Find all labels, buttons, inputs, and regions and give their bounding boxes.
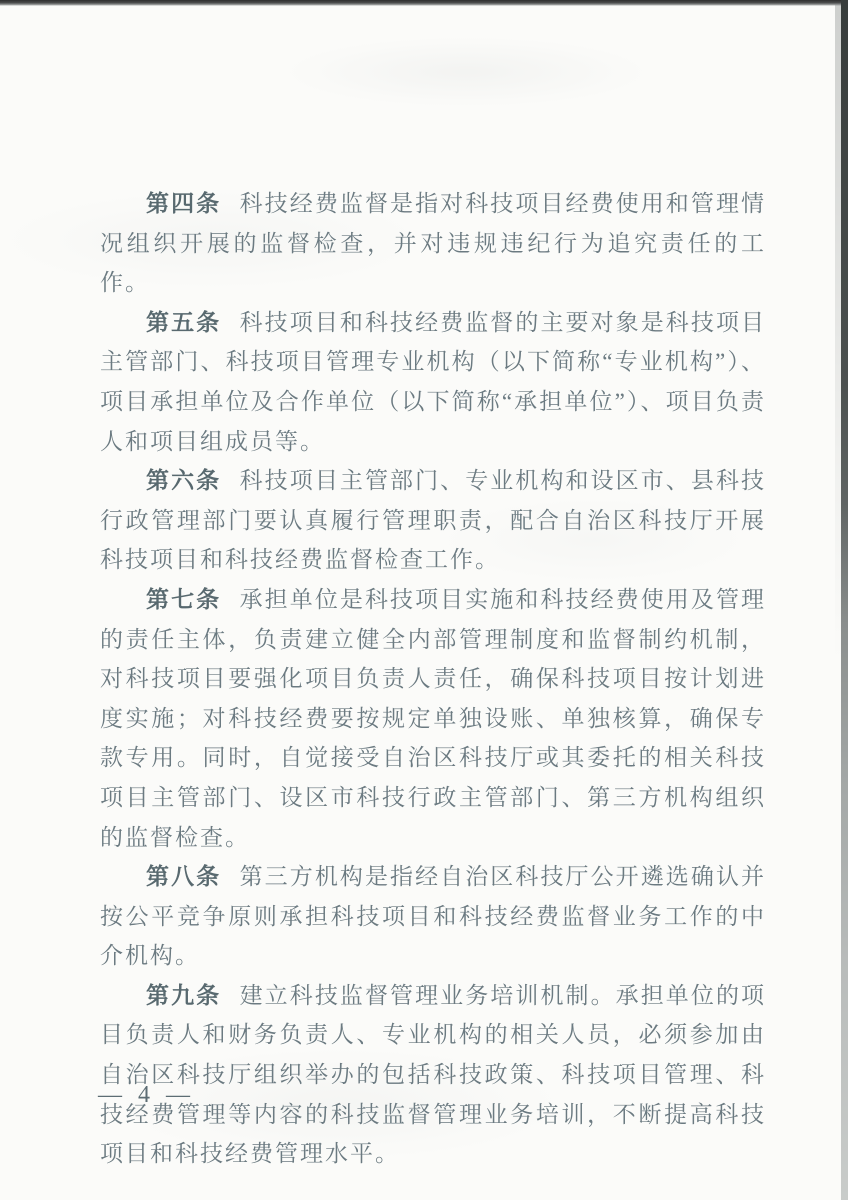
article-text: 科技项目主管部门、专业机构和设区市、县科技行政管理部门要认真履行管理职责，配合自治区科技厅开展科技项目和科技经费监督检查工作。 (100, 468, 767, 573)
article-number: 第七条 (146, 585, 222, 612)
document-body (100, 184, 766, 1174)
article-number: 第四条 (146, 190, 222, 216)
page-number: — 4 — (98, 1082, 195, 1108)
article-text: 建立科技监督管理业务培训机制。承担单位的项目负责人和财务负责人、专业机构的相关人员，必须参加由自治区科技厅组织举办的包括科技政策、科技项目管理、科技经费管理等内容的科技监督管理业务培训，不断提高科技项目和科技经费管理水平。 (100, 982, 767, 1167)
article-number: 第九条 (146, 981, 222, 1008)
scan-edge-right (841, 0, 848, 1200)
article-paragraph (100, 580, 766, 857)
article-paragraph (100, 976, 766, 1174)
article-paragraph (100, 184, 766, 303)
article-text: 科技项目和科技经费监督的主要对象是科技项目主管部门、科技项目管理专业机构（以下简称“专业机构”）、项目承担单位及合作单位（以下简称“承担单位”）、项目负责人和项目组成员等。 (100, 309, 767, 454)
article-paragraph (100, 857, 766, 976)
article-text: 科技经费监督是指对科技项目经费使用和管理情况组织开展的监督检查，并对违规违纪行为追究责任的工作。 (100, 191, 767, 296)
article-number: 第八条 (146, 863, 222, 890)
article-number: 第五条 (146, 308, 222, 335)
article-number: 第六条 (146, 467, 222, 494)
article-paragraph (100, 461, 766, 580)
article-text: 第三方机构是指经自治区科技厅公开遴选确认并按公平竞争原则承担科技项目和科技经费监督业务工作的中介机构。 (100, 864, 767, 969)
article-paragraph (100, 303, 766, 461)
article-text: 承担单位是科技项目实施和科技经费使用及管理的责任主体，负责建立健全内部管理制度和监督制约机制，对科技项目要强化项目负责人责任，确保科技项目按计划进度实施；对科技经费要按规定单独设账、单独核算，确保专款专用。同时，自觉接受自治区科技厅或其委托的相关科技项目主管部门、设区市科技行政主管部门、第三方机构组织的监督检查。 (100, 586, 767, 850)
scan-edge-top (0, 0, 848, 6)
